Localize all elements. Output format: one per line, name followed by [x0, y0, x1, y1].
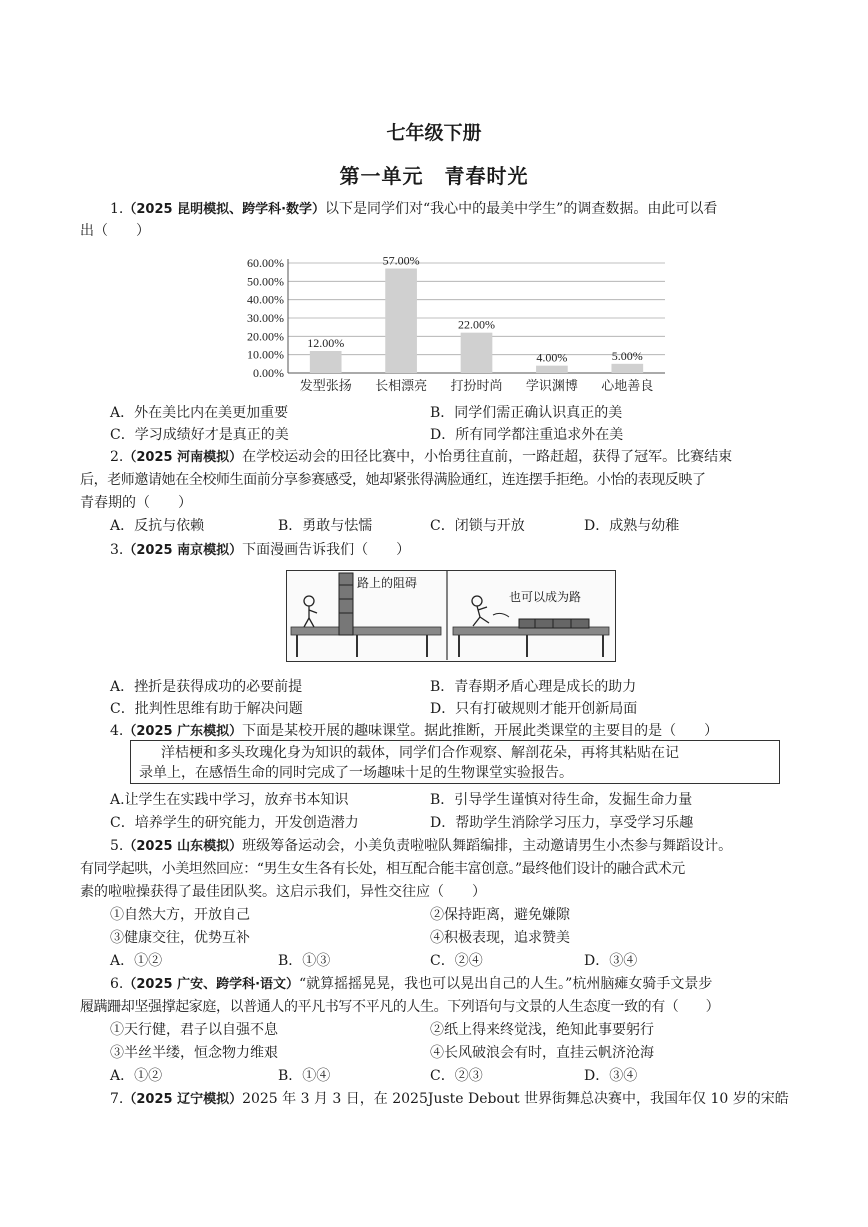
bar — [310, 351, 342, 373]
bar — [385, 269, 417, 374]
q7-stem — [110, 1088, 822, 1111]
q4-material-box — [130, 740, 780, 784]
q5-source: （2025 山东模拟） — [123, 839, 243, 854]
q1-option-b[interactable]: B．同学们需正确认识真正的美 — [430, 405, 623, 421]
q2-option-d[interactable]: D．成熟与幼稚 — [584, 518, 680, 534]
q5-stem-line3: 素的啦啦操获得了最佳团队奖。这启示我们，异性交往应（ ） — [80, 884, 486, 900]
cartoon-left-label: 路上的阻碍 — [357, 576, 418, 590]
q2-source: （2025 河南模拟） — [123, 450, 243, 465]
cartoon-illustration — [287, 571, 614, 660]
q4-number: 4. — [110, 723, 124, 739]
q1-number: 1. — [110, 201, 124, 217]
q5-number: 5. — [110, 838, 124, 854]
q4-source: （2025 广东模拟） — [123, 724, 243, 739]
q5-option-c[interactable]: C．②④ — [430, 953, 483, 969]
q5-option-a[interactable]: A．①② — [110, 953, 163, 969]
q5-item-1: ①自然大方，开放自己 — [110, 907, 250, 923]
q4-stem-text: 下面是某校开展的趣味课堂。据此推断，开展此类课堂的主要目的是（ ） — [242, 723, 719, 739]
q3-cartoon — [286, 570, 616, 662]
q7-source: （2025 辽宁模拟） — [123, 1092, 243, 1107]
q4-option-a[interactable]: A.让学生在实践中学习，放弃书本知识 — [110, 792, 349, 808]
q2-stem — [110, 446, 822, 469]
q3-option-a[interactable]: A．挫折是获得成功的必要前提 — [110, 679, 303, 695]
grade-title: 七年级下册 — [386, 122, 482, 144]
q1-stem — [110, 198, 822, 221]
q3-stem-text: 下面漫画告诉我们（ ） — [242, 542, 411, 558]
y-tick-label: 20.00% — [247, 329, 284, 344]
q6-item-2: ②纸上得来终觉浅，绝知此事要躬行 — [430, 1022, 654, 1038]
q5-stem-line2: 有同学起哄，小美坦然回应：“男生女生各有长处，相互配合能丰富创意。”最终他们设计的融合武术元 — [80, 861, 685, 877]
q1-stem-text: 以下是同学们对“我心中的最美中学生”的调查数据。由此可以看 — [325, 201, 718, 217]
cartoon-right-label: 也可以成为路 — [509, 590, 582, 604]
q3-number: 3. — [110, 542, 124, 558]
bar — [611, 364, 643, 373]
y-tick-label: 60.00% — [247, 256, 284, 270]
q3-option-c[interactable]: C．批判性思维有助于解决问题 — [110, 701, 303, 717]
q5-stem — [110, 835, 822, 858]
q1-option-d[interactable]: D．所有同学都注重追求外在美 — [430, 427, 624, 443]
q3-option-d[interactable]: D．只有打破规则才能开创新局面 — [430, 701, 638, 717]
q6-option-c[interactable]: C．②③ — [430, 1068, 483, 1084]
q7-number: 7. — [110, 1091, 124, 1107]
q5-item-3: ③健康交往，优势互补 — [110, 930, 250, 946]
q1-option-c[interactable]: C．学习成绩好才是真正的美 — [110, 427, 289, 443]
bar-value-label: 4.00% — [536, 350, 568, 365]
q7-stem-text: 2025 年 3 月 3 日，在 2025Juste Debout 世界街舞总决赛中，我国年仅 10 岁的宋皓 — [242, 1091, 789, 1107]
bar — [536, 366, 568, 373]
q5-stem-text: 班级筹备运动会，小美负责啦啦队舞蹈编排，主动邀请男生小杰参与舞蹈设计。 — [242, 838, 733, 854]
q3-stem — [110, 539, 822, 562]
q1-option-a[interactable]: A．外在美比内在美更加重要 — [110, 405, 289, 421]
q4-material-line1: 洋桔梗和多头玫瑰化身为知识的载体，同学们合作观察、解剖花朵，再将其粘贴在记 — [161, 745, 679, 761]
q6-source: （2025 广安、跨学科·语文） — [123, 977, 300, 992]
q2-option-b[interactable]: B．勇敢与怯懦 — [278, 518, 373, 534]
bar-value-label: 12.00% — [307, 336, 345, 350]
y-tick-label: 30.00% — [247, 311, 284, 325]
q6-option-d[interactable]: D．③④ — [584, 1068, 638, 1084]
q6-item-4: ④长风破浪会有时，直挂云帆济沧海 — [430, 1045, 654, 1061]
x-category-label: 学识渊博 — [525, 378, 578, 393]
q6-option-b[interactable]: B．①④ — [278, 1068, 331, 1084]
q3-source: （2025 南京模拟） — [123, 543, 243, 558]
q4-option-d[interactable]: D．帮助学生消除学习压力，享受学习乐趣 — [430, 815, 694, 831]
q2-number: 2. — [110, 449, 124, 465]
bar-value-label: 22.00% — [458, 317, 495, 332]
bar-value-label: 5.00% — [611, 348, 643, 363]
q6-stem-line2: 履蹒跚却坚强撑起家庭，以普通人的平凡书写不平凡的人生。下列语句与文景的人生态度一致的有（ ） — [80, 999, 720, 1015]
q2-stem-text: 在学校运动会的田径比赛中，小怡勇往直前，一路赶超，获得了冠军。比赛结束 — [242, 449, 733, 465]
x-category-label: 打扮时尚 — [450, 378, 503, 393]
q2-option-a[interactable]: A．反抗与依赖 — [110, 518, 205, 534]
q6-item-1: ①天行健，君子以自强不息 — [110, 1022, 278, 1038]
q4-option-b[interactable]: B．引导学生谨慎对待生命，发掘生命力量 — [430, 792, 693, 808]
q6-number: 6. — [110, 976, 124, 992]
q1-source: （2025 昆明模拟、跨学科·数学） — [123, 202, 326, 217]
y-tick-label: 10.00% — [247, 347, 284, 362]
q5-option-d[interactable]: D．③④ — [584, 953, 638, 969]
q5-item-4: ④积极表现，追求赞美 — [430, 930, 570, 946]
q6-item-3: ③半丝半缕，恒念物力维艰 — [110, 1045, 278, 1061]
bar — [461, 333, 493, 373]
q2-stem-line3: 青春期的（ ） — [80, 495, 192, 511]
y-tick-label: 50.00% — [247, 274, 284, 289]
q1-stem-cont: 出（ ） — [80, 223, 150, 239]
bar-value-label: 57.00% — [382, 253, 420, 268]
x-category-label: 发型张扬 — [299, 378, 352, 393]
q4-material-line2: 录单上，在感悟生命的同时完成了一场趣味十足的生物课堂实验报告。 — [139, 765, 573, 781]
y-tick-label: 40.00% — [247, 292, 284, 307]
q2-stem-line2: 后，老师邀请她在全校师生面前分享参赛感受，她却紧张得满脸通红，连连摆手拒绝。小怡的表现反映了 — [80, 472, 706, 488]
q2-option-c[interactable]: C．闭锁与开放 — [430, 518, 525, 534]
x-category-label: 心地善良 — [601, 378, 654, 393]
q6-stem-text: “就算摇摇晃晃，我也可以晃出自己的人生。”杭州脑瘫女骑手文景步 — [299, 976, 713, 992]
q3-option-b[interactable]: B．青春期矛盾心理是成长的助力 — [430, 679, 637, 695]
q6-stem — [110, 973, 822, 996]
q4-option-c[interactable]: C．培养学生的研究能力，开发创造潜力 — [110, 815, 359, 831]
unit-title: 第一单元 青春时光 — [339, 164, 529, 188]
x-category-label: 长相漂亮 — [375, 378, 428, 393]
q5-item-2: ②保持距离，避免嫌隙 — [430, 907, 570, 923]
survey-bar-chart — [230, 245, 670, 405]
q6-option-a[interactable]: A．①② — [110, 1068, 163, 1084]
q5-option-b[interactable]: B．①③ — [278, 953, 331, 969]
y-tick-label: 0.00% — [253, 366, 284, 380]
